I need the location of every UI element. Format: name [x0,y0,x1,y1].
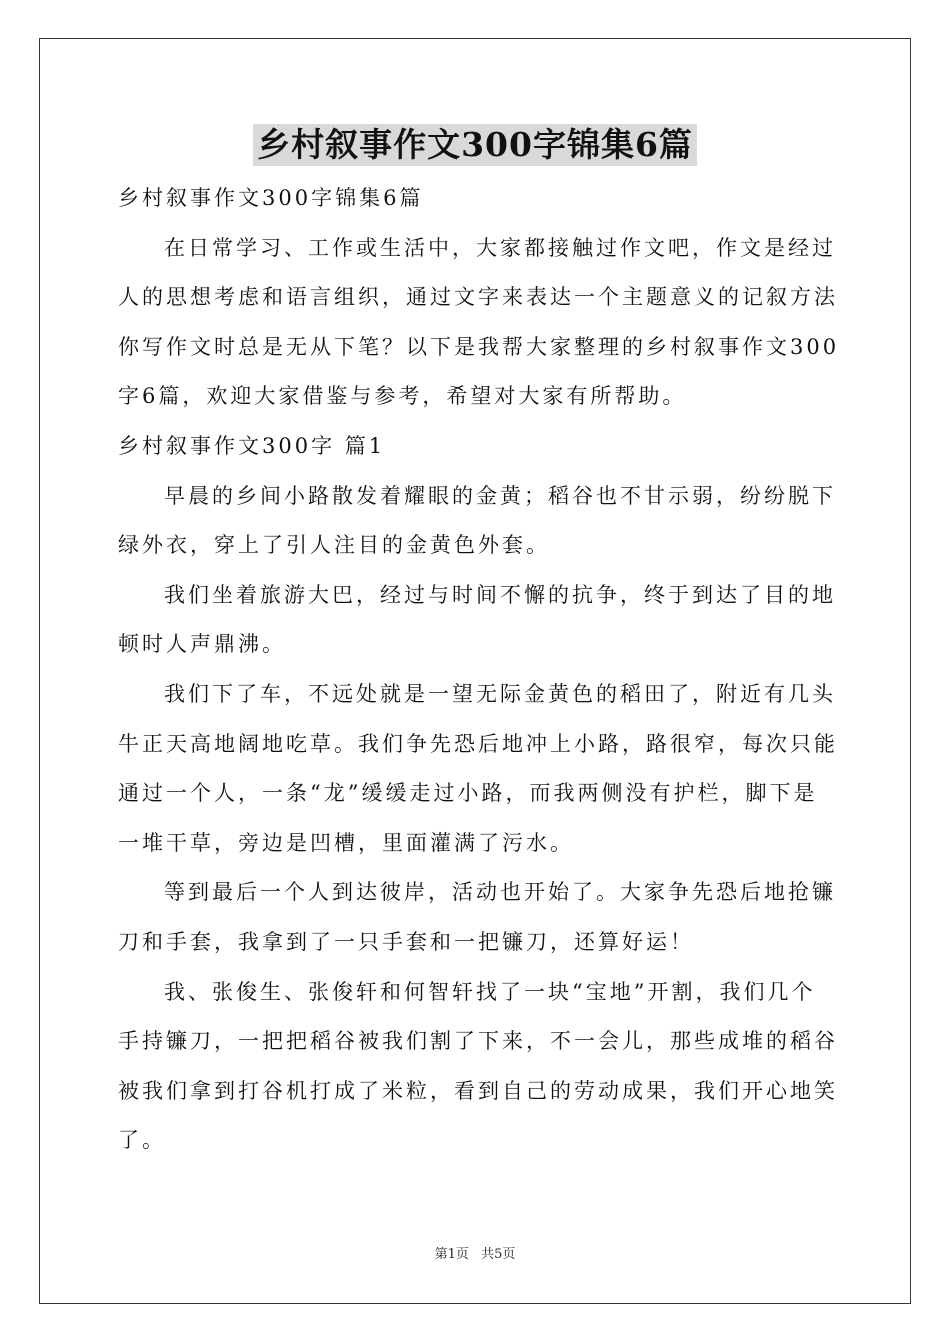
text-line: 在日常学习、工作或生活中，大家都接触过作文吧，作文是经过 [164,235,836,260]
text-line: 刀和手套，我拿到了一只手套和一把镰刀，还算好运！ [118,929,694,954]
page-number-current: 第1页 [434,1247,469,1262]
text-line: 你写作文时总是无从下笔？以下是我帮大家整理的乡村叙事作文300 [118,334,840,359]
text-line: 通过一个人，一条“龙”缓缓走过小路，而我两侧没有护栏，脚下是 [118,781,818,806]
text-line: 我们坐着旅游大巴，经过与时间不懈的抗争，终于到达了目的地 [164,582,836,607]
text-line: 手持镰刀，一把把稻谷被我们割了下来，不一会儿，那些成堆的稻谷 [118,1029,838,1054]
page-number-total: 共5页 [481,1247,516,1262]
text-line: 顿时人声鼎沸。 [118,632,286,657]
text-line: 被我们拿到打谷机打成了米粒，看到自己的劳动成果，我们开心地笑 [118,1078,838,1103]
page-footer [0,1246,950,1264]
text-line: 等到最后一个人到达彼岸，活动也开始了。大家争先恐后地抢镰 [164,880,836,905]
text-line: 乡村叙事作文300字 篇1 [118,433,386,458]
text-line: 牛正天高地阔地吃草。我们争先恐后地冲上小路，路很窄，每次只能 [118,731,838,756]
text-line: 我们下了车，不远处就是一望无际金黄色的稻田了，附近有几头 [164,681,836,706]
text-line: 字6篇，欢迎大家借鉴与参考，希望对大家有所帮助。 [118,384,687,409]
text-line: 一堆干草，旁边是凹槽，里面灌满了污水。 [118,830,574,855]
text-line: 我、张俊生、张俊轩和何智轩找了一块“宝地”开割，我们几个 [164,979,816,1004]
text-line: 乡村叙事作文300字锦集6篇 [118,186,424,210]
document-title: 乡村叙事作文300字锦集6篇 [253,124,697,166]
title-container [0,124,950,166]
text-line: 了。 [118,1128,166,1153]
text-line: 人的思想考虑和语言组织，通过文字来表达一个主题意义的记叙方法 [118,285,838,310]
text-line: 早晨的乡间小路散发着耀眼的金黄；稻谷也不甘示弱，纷纷脱下 [164,483,836,508]
text-line: 绿外衣，穿上了引人注目的金黄色外套。 [118,533,550,558]
document-body [118,174,840,1166]
